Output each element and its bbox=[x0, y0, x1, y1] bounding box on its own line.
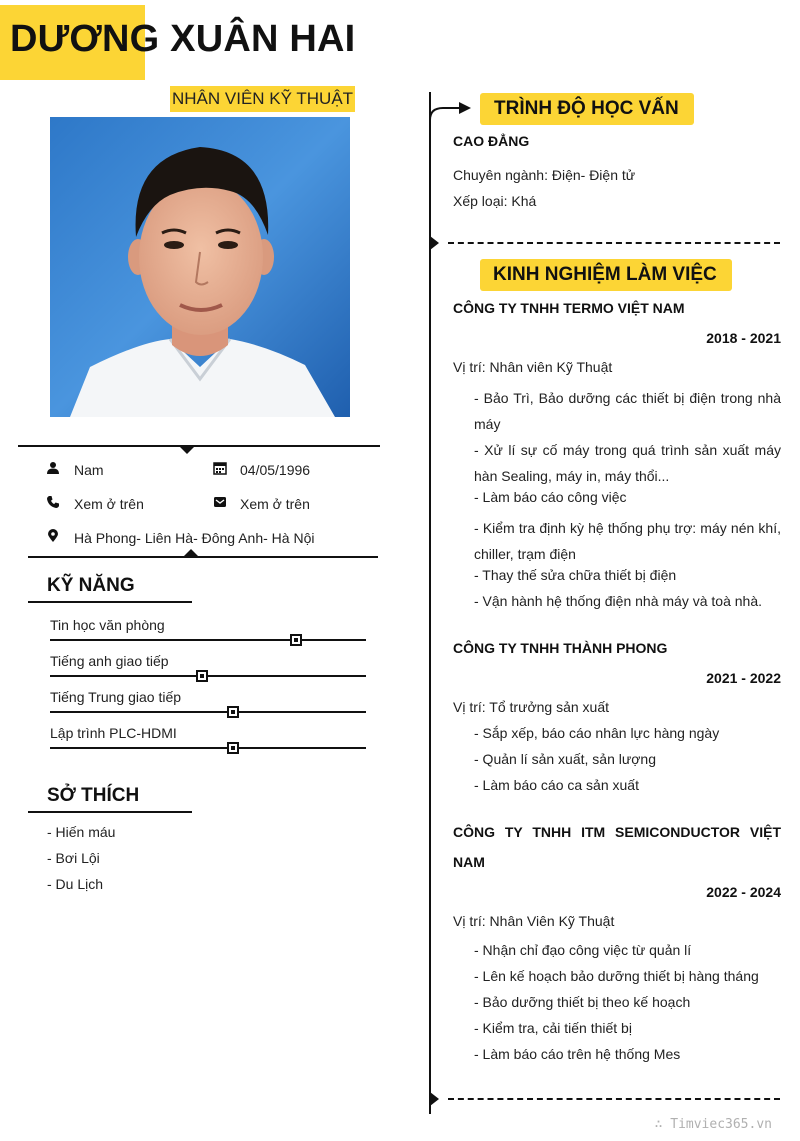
section-divider bbox=[448, 242, 780, 244]
job-position: Vị trí: Nhân viên Kỹ Thuật bbox=[453, 359, 613, 375]
job-duty: - Thay thế sửa chữa thiết bị điện bbox=[474, 567, 677, 583]
education-heading: TRÌNH ĐỘ HỌC VẤN bbox=[494, 98, 679, 119]
gender-value: Nam bbox=[74, 462, 104, 478]
timeline-marker bbox=[430, 1092, 439, 1106]
job-years: 2022 - 2024 bbox=[706, 884, 781, 900]
job-duty: - Bảo dưỡng thiết bị theo kế hoạch bbox=[474, 994, 691, 1010]
hobby-item: - Hiến máu bbox=[47, 824, 116, 840]
timeline-arrow-icon bbox=[429, 98, 473, 127]
job-duty: - Làm báo cáo công việc bbox=[474, 489, 627, 505]
skill-label: Lập trình PLC-HDMI bbox=[50, 725, 177, 741]
job-duty: - Vận hành hệ thống điện nhà máy và toà nhà. bbox=[474, 593, 762, 609]
section-divider bbox=[448, 1098, 780, 1100]
hobbies-heading-underline bbox=[28, 811, 192, 813]
name-rest: XUÂN HAI bbox=[170, 18, 356, 60]
address-value: Hà Phong- Liên Hà- Đông Anh- Hà Nội bbox=[74, 530, 315, 546]
skill-level-knob bbox=[196, 670, 208, 682]
phone-value: Xem ở trên bbox=[74, 496, 144, 512]
job-company: CÔNG TY TNHH TERMO VIỆT NAM bbox=[453, 300, 685, 316]
job-title: NHÂN VIÊN KỸ THUẬT bbox=[170, 86, 355, 112]
hobby-item: - Du Lịch bbox=[47, 876, 104, 892]
info-top-divider bbox=[18, 445, 380, 447]
job-duty: - Bảo Trì, Bảo dưỡng các thiết bị điện trong nhà máy bbox=[474, 390, 781, 432]
skill-label: Tin học văn phòng bbox=[50, 617, 165, 633]
birthday-value: 04/05/1996 bbox=[240, 462, 311, 478]
info-bottom-divider bbox=[28, 556, 378, 558]
experience-heading: KINH NGHIỆM LÀM VIỆC bbox=[493, 264, 717, 285]
divider-pointer bbox=[179, 446, 195, 454]
job-years: 2018 - 2021 bbox=[706, 330, 781, 346]
profile-photo bbox=[50, 117, 350, 417]
watermark: ∴ Timviec365.vn bbox=[654, 1117, 772, 1132]
job-duty: - Làm báo cáo ca sản xuất bbox=[474, 777, 639, 793]
timeline-marker bbox=[430, 236, 439, 250]
job-company: CÔNG TY TNHH THÀNH PHONG bbox=[453, 640, 668, 656]
skills-heading-underline bbox=[28, 601, 192, 603]
skill-level-bar bbox=[50, 747, 366, 749]
job-duty: - Kiểm tra, cải tiến thiết bị bbox=[474, 1020, 632, 1036]
user-icon bbox=[46, 461, 60, 480]
job-years: 2021 - 2022 bbox=[706, 670, 781, 686]
skill-level-bar bbox=[50, 711, 366, 713]
job-position: Vị trí: Nhân Viên Kỹ Thuật bbox=[453, 913, 615, 929]
skill-level-knob bbox=[227, 706, 239, 718]
phone-icon bbox=[46, 495, 60, 514]
job-position: Vị trí: Tổ trưởng sản xuất bbox=[453, 699, 610, 715]
job-duty: - Kiểm tra định kỳ hệ thống phụ trợ: máy nén khí, chiller, trạm điện bbox=[474, 520, 781, 562]
education-level: CAO ĐẲNG bbox=[453, 133, 530, 149]
job-duty: - Sắp xếp, báo cáo nhân lực hàng ngày bbox=[474, 725, 720, 741]
job-company: CÔNG TY TNHH ITM SEMICONDUCTOR VIỆT NAM bbox=[453, 824, 781, 870]
hobbies-heading: SỞ THÍCH bbox=[47, 785, 140, 806]
job-duty: - Làm báo cáo trên hệ thống Mes bbox=[474, 1046, 681, 1062]
job-duty: - Lên kế hoạch bảo dưỡng thiết bị hàng tháng bbox=[474, 968, 759, 984]
hobby-item: - Bơi Lội bbox=[47, 850, 100, 866]
skill-level-bar bbox=[50, 639, 366, 641]
skill-level-knob bbox=[290, 634, 302, 646]
skill-level-bar bbox=[50, 675, 366, 677]
name-first: DƯƠNG bbox=[10, 18, 160, 60]
location-icon bbox=[46, 529, 60, 548]
skills-heading: KỸ NĂNG bbox=[47, 575, 135, 596]
calendar-icon bbox=[213, 461, 227, 480]
job-duty: - Nhận chỉ đạo công việc từ quản lí bbox=[474, 942, 692, 958]
job-duty: - Xử lí sự cố máy trong quá trình sản xuất máy hàn Sealing, máy in, máy thổi... bbox=[474, 442, 781, 484]
email-value: Xem ở trên bbox=[240, 496, 310, 512]
education-rank: Xếp loại: Khá bbox=[453, 193, 537, 209]
candidate-name bbox=[10, 18, 355, 61]
job-duty: - Quản lí sản xuất, sản lượng bbox=[474, 751, 656, 767]
skill-label: Tiếng anh giao tiếp bbox=[50, 653, 169, 669]
education-major: Chuyên ngành: Điện- Điện tử bbox=[453, 167, 636, 183]
skill-level-knob bbox=[227, 742, 239, 754]
skill-label: Tiếng Trung giao tiếp bbox=[50, 689, 182, 705]
email-icon bbox=[213, 495, 227, 514]
